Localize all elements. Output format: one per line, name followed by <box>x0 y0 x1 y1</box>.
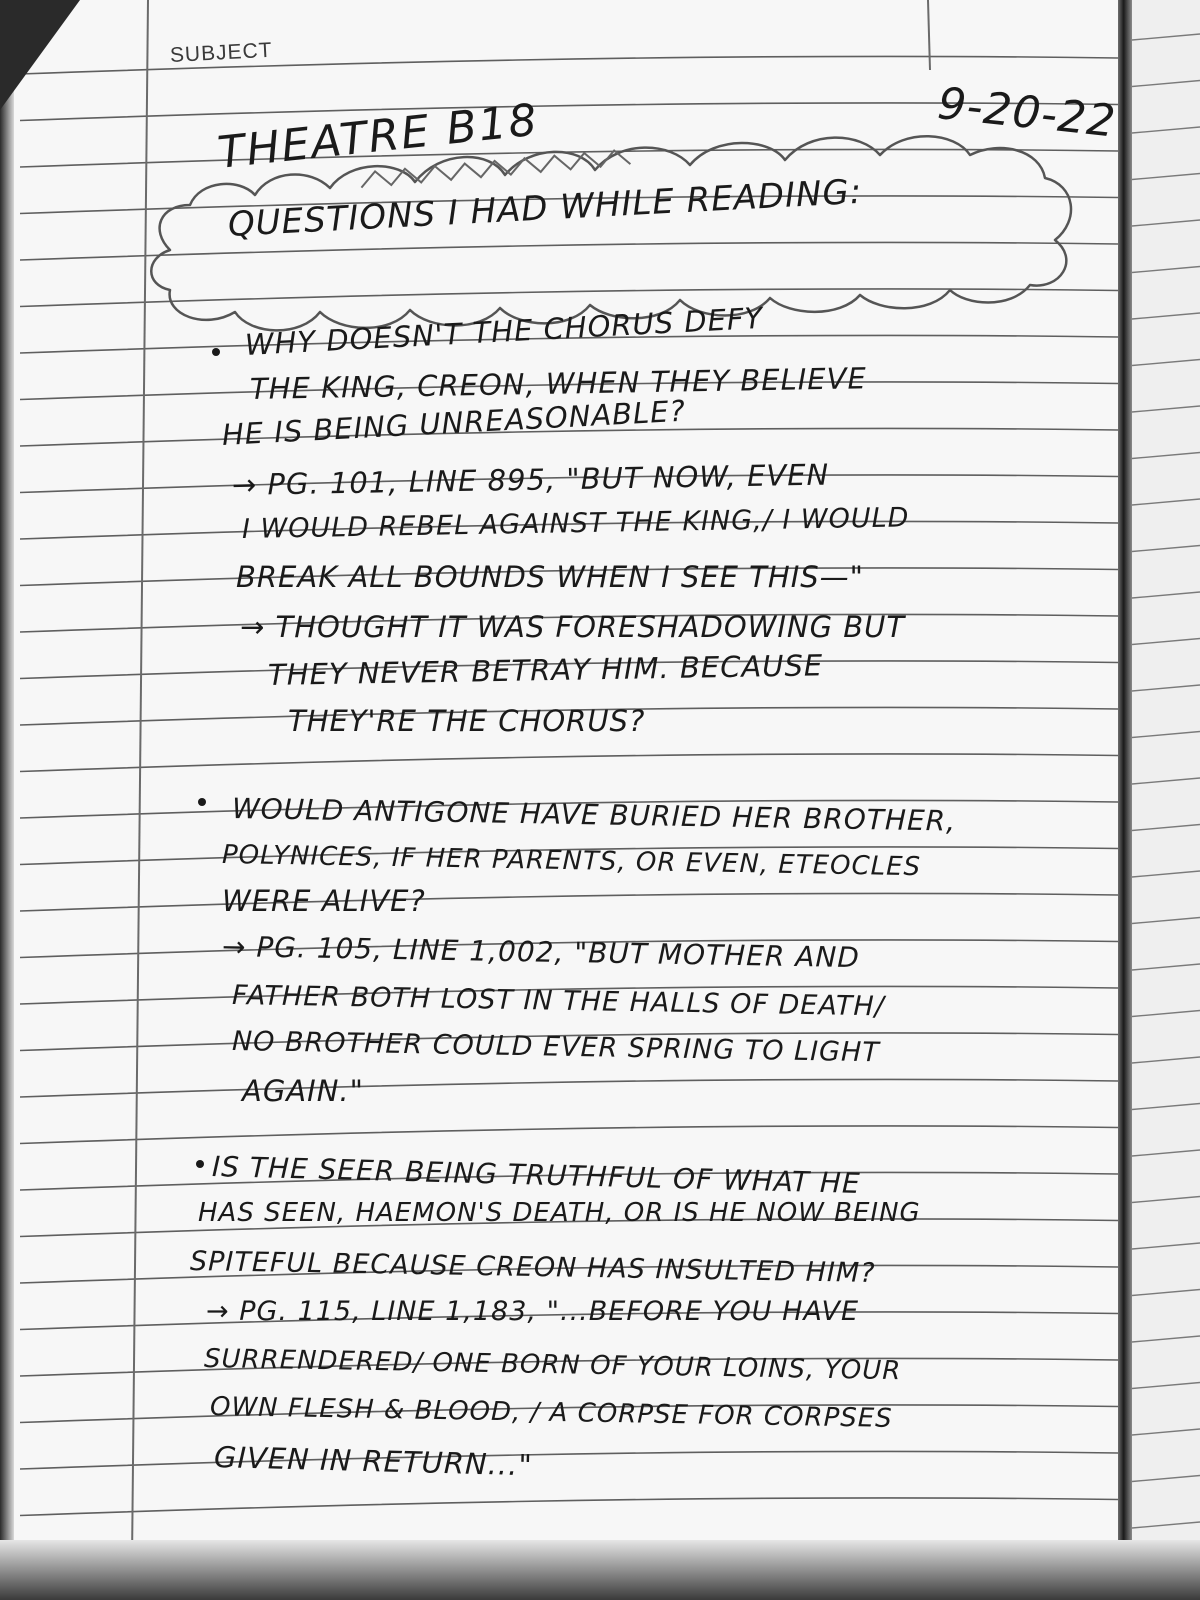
question-1-line-3: HE IS BEING UNREASONABLE? <box>221 393 687 452</box>
bullet-marker <box>198 798 206 806</box>
quote-1-line-3: BREAK ALL BOUNDS WHEN I SEE THIS—" <box>236 560 864 594</box>
question-2-line-1: WOULD ANTIGONE HAVE BURIED HER BROTHER, <box>231 792 957 838</box>
question-1-line-1: WHY DOESN'T THE CHORUS DEFY <box>244 300 765 362</box>
quote-2-line-2: FATHER BOTH LOST IN THE HALLS OF DEATH/ <box>231 980 886 1023</box>
question-2-line-2: POLYNICES, IF HER PARENTS, OR EVEN, ETEOCLES <box>221 840 922 883</box>
note-1-line-2: THEY NEVER BETRAY HIM. BECAUSE <box>267 648 824 692</box>
note-1-line-3: THEY'RE THE CHORUS? <box>288 704 646 738</box>
date-label: 9-20-22 <box>935 78 1119 148</box>
quote-3-line-3: OWN FLESH & BLOOD, / A CORPSE FOR CORPSES <box>209 1392 893 1434</box>
quote-1-line-2: I WOULD REBEL AGAINST THE KING,/ I WOULD <box>241 502 910 545</box>
question-3-line-3: SPITEFUL BECAUSE CREON HAS INSULTED HIM? <box>189 1246 876 1289</box>
section-heading: QUESTIONS I HAD WHILE READING: <box>226 171 864 245</box>
quote-2-line-1: → PG. 105, LINE 1,002, "BUT MOTHER AND <box>221 930 861 975</box>
bullet-marker <box>196 1160 204 1168</box>
quote-3-line-4: GIVEN IN RETURN..." <box>213 1440 534 1483</box>
bullet-marker <box>212 348 220 356</box>
note-1-line-1: → THOUGHT IT WAS FORESHADOWING BUT <box>240 610 906 644</box>
quote-2-line-4: AGAIN." <box>242 1074 364 1108</box>
subject-label: SUBJECT <box>169 38 274 67</box>
quote-3-line-1: → PG. 115, LINE 1,183, "...BEFORE YOU HAVE <box>206 1296 860 1327</box>
quote-3-line-2: SURRENDERED/ ONE BORN OF YOUR LOINS, YOUR <box>203 1344 902 1387</box>
quote-1-line-1: → PG. 101, LINE 895, "BUT NOW, EVEN <box>231 457 830 502</box>
quote-2-line-3: NO BROTHER COULD EVER SPRING TO LIGHT <box>231 1026 881 1069</box>
question-3-line-1: IS THE SEER BEING TRUTHFUL OF WHAT HE <box>211 1150 862 1200</box>
question-3-line-2: HAS SEEN, HAEMON'S DEATH, OR IS HE NOW BEING <box>198 1198 921 1228</box>
question-1-line-2: THE KING, CREON, WHEN THEY BELIEVE <box>249 361 868 406</box>
page-title: THEATRE B18 <box>215 94 541 179</box>
question-2-line-3: WERE ALIVE? <box>222 884 426 918</box>
